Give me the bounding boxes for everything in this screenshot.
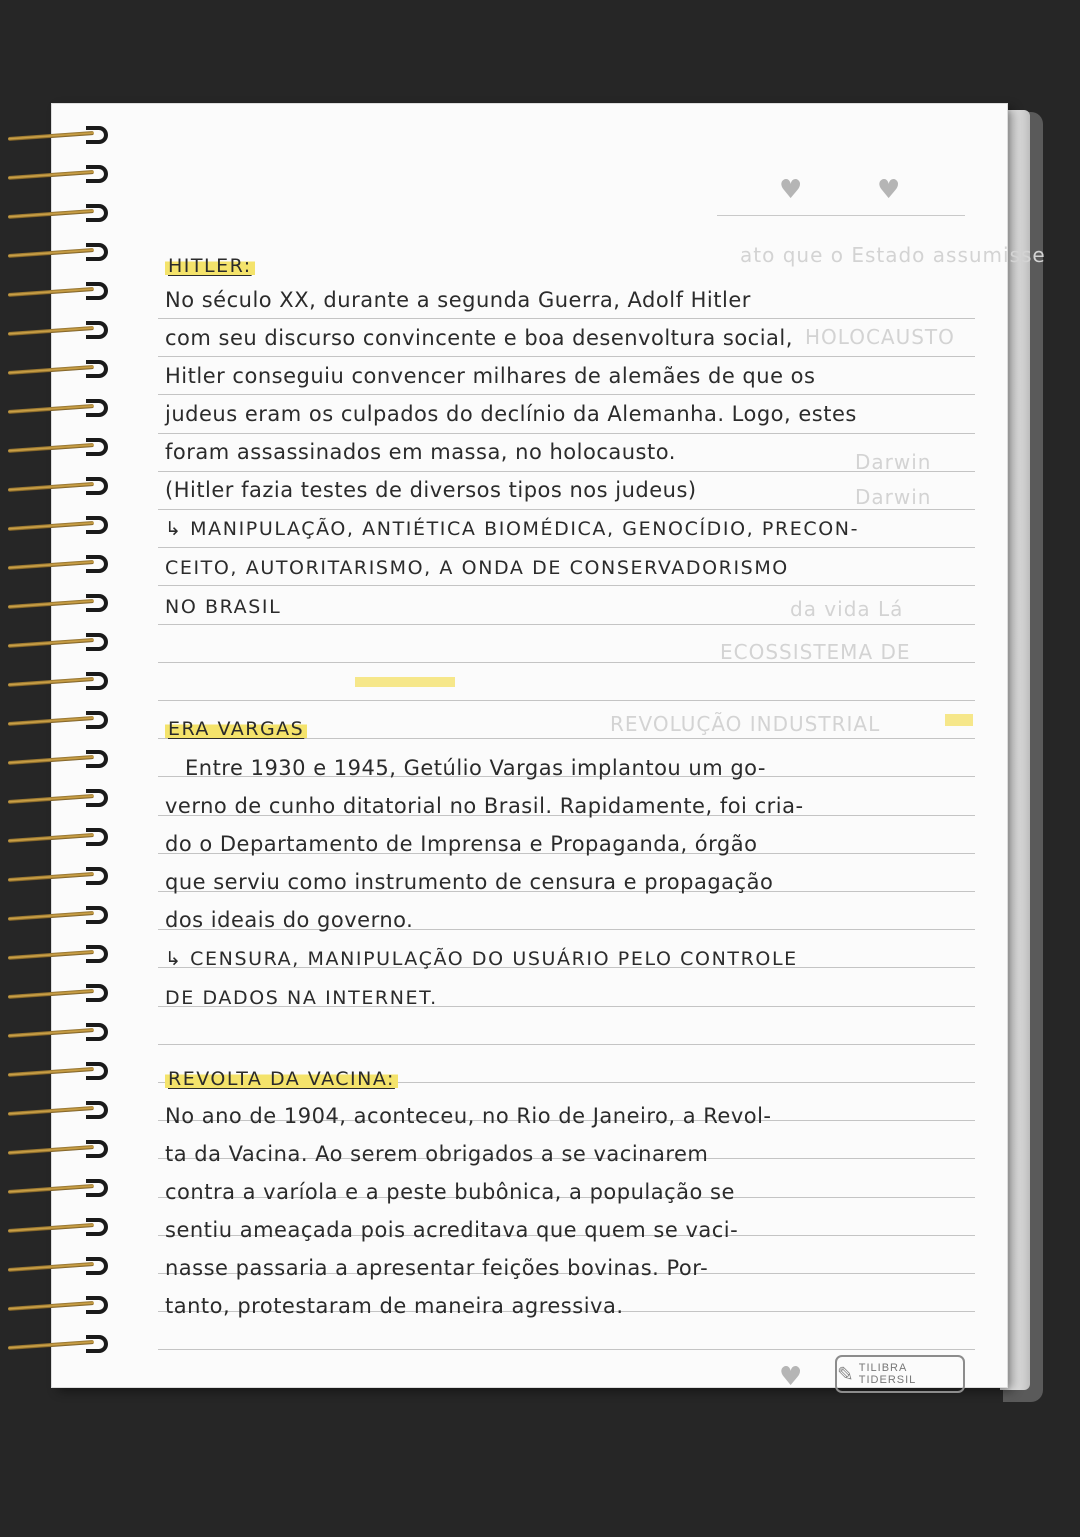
- spiral-ring: [8, 325, 113, 337]
- text-line: No ano de 1904, aconteceu, no Rio de Janeiro, a Revol-: [165, 1104, 772, 1128]
- spiral-ring: [8, 1222, 113, 1234]
- keywords-line: CEITO, AUTORITARISMO, A ONDA DE CONSERVADORISMO: [165, 557, 789, 579]
- keywords-line: ↳ CENSURA, MANIPULAÇÃO DO USUÁRIO PELO CONTROLE: [165, 948, 798, 970]
- text-line: do o Departamento de Imprensa e Propaganda, órgão: [165, 832, 758, 856]
- bleed-through-text: ECOSSISTEMA DE: [720, 640, 911, 664]
- text-line: contra a varíola e a peste bubônica, a população se: [165, 1180, 735, 1204]
- ruled-line: [158, 394, 975, 395]
- heart-icon: ♥: [779, 175, 803, 205]
- text-line: nasse passaria a apresentar feições bovinas. Por-: [165, 1256, 709, 1280]
- spiral-ring: [8, 364, 113, 376]
- stray-highlight: [355, 677, 455, 687]
- spiral-ring: [8, 1261, 113, 1273]
- section-title-vargas: ERA VARGAS: [165, 716, 307, 740]
- date-line: [717, 215, 965, 216]
- ruled-line: [158, 471, 975, 472]
- spiral-ring: [8, 247, 113, 259]
- spiral-ring: [8, 208, 113, 220]
- keywords-line: DE DADOS NA INTERNET.: [165, 987, 438, 1009]
- spiral-ring: [8, 1339, 113, 1351]
- spiral-ring: [8, 871, 113, 883]
- spiral-ring: [8, 481, 113, 493]
- bleed-through-text: ato que o Estado assumisse: [740, 243, 1046, 267]
- spiral-ring: [8, 1066, 113, 1078]
- ruled-line: [158, 433, 975, 434]
- ruled-line: [158, 1349, 975, 1350]
- text-line: foram assassinados em massa, no holocausto.: [165, 440, 676, 464]
- text-line: tanto, protestaram de maneira agressiva.: [165, 1294, 624, 1318]
- keywords-line: ↳ MANIPULAÇÃO, ANTIÉTICA BIOMÉDICA, GENOCÍDIO, PRECON-: [165, 518, 860, 540]
- text-line: verno de cunho ditatorial no Brasil. Rapidamente, foi cria-: [165, 794, 804, 818]
- spiral-ring: [8, 130, 113, 142]
- spiral-ring: [8, 793, 113, 805]
- spiral-ring: [8, 169, 113, 181]
- brand-logo: [835, 1355, 965, 1393]
- ruled-line: [158, 318, 975, 319]
- spiral-ring: [8, 988, 113, 1000]
- bleed-through-text: REVOLUÇÃO INDUSTRIAL: [610, 712, 881, 736]
- keywords-line: NO BRASIL: [165, 596, 282, 618]
- spiral-ring: [8, 910, 113, 922]
- text-line: sentiu ameaçada pois acreditava que quem se vaci-: [165, 1218, 739, 1242]
- section-title-hitler: HITLER:: [165, 253, 255, 277]
- spiral-ring: [8, 715, 113, 727]
- spiral-ring: [8, 598, 113, 610]
- text-line: No século XX, durante a segunda Guerra, Adolf Hitler: [165, 288, 751, 312]
- spiral-ring: [8, 637, 113, 649]
- bleed-through-text: HOLOCAUSTO: [805, 325, 955, 349]
- spiral-ring: [8, 1144, 113, 1156]
- text-line: Entre 1930 e 1945, Getúlio Vargas implantou um go-: [185, 756, 766, 780]
- brand-mark-icon: ✎: [837, 1363, 855, 1386]
- heart-icon: ♥: [779, 1362, 803, 1392]
- ruled-line: [158, 585, 975, 586]
- spiral-ring: [8, 832, 113, 844]
- bleed-through-text: Darwin: [855, 485, 932, 509]
- section-title-vacina: REVOLTA DA VACINA:: [165, 1066, 398, 1090]
- text-line: dos ideais do governo.: [165, 908, 414, 932]
- spiral-ring: [8, 559, 113, 571]
- ruled-line: [158, 509, 975, 510]
- spiral-ring: [8, 1300, 113, 1312]
- ruled-line: [158, 356, 975, 357]
- ruled-line: [158, 547, 975, 548]
- ruled-line: [158, 624, 975, 625]
- spiral-ring: [8, 1105, 113, 1117]
- spiral-ring: [8, 1183, 113, 1195]
- text-line: (Hitler fazia testes de diversos tipos nos judeus): [165, 478, 697, 502]
- brand-name: TILIBRA TIDERSIL: [858, 1362, 917, 1386]
- spiral-ring: [8, 286, 113, 298]
- ruled-line: [158, 700, 975, 701]
- spiral-ring: [8, 403, 113, 415]
- bleed-through-text: da vida Lá: [790, 597, 904, 621]
- spiral-ring: [8, 442, 113, 454]
- spiral-ring: [8, 1027, 113, 1039]
- spiral-ring: [8, 676, 113, 688]
- text-line: com seu discurso convincente e boa desenvoltura social,: [165, 326, 793, 350]
- heart-icon: ♥: [877, 175, 901, 205]
- text-line: ta da Vacina. Ao serem obrigados a se vacinarem: [165, 1142, 709, 1166]
- spiral-ring: [8, 520, 113, 532]
- bleed-through-text: Darwin: [855, 450, 932, 474]
- spiral-ring: [8, 754, 113, 766]
- stray-highlight: [945, 714, 973, 726]
- spiral-binding: [0, 130, 120, 1390]
- ruled-line: [158, 1044, 975, 1045]
- text-line: que serviu como instrumento de censura e propagação: [165, 870, 774, 894]
- spiral-ring: [8, 949, 113, 961]
- text-line: judeus eram os culpados do declínio da Alemanha. Logo, estes: [165, 402, 857, 426]
- text-line: Hitler conseguiu convencer milhares de alemães de que os: [165, 364, 816, 388]
